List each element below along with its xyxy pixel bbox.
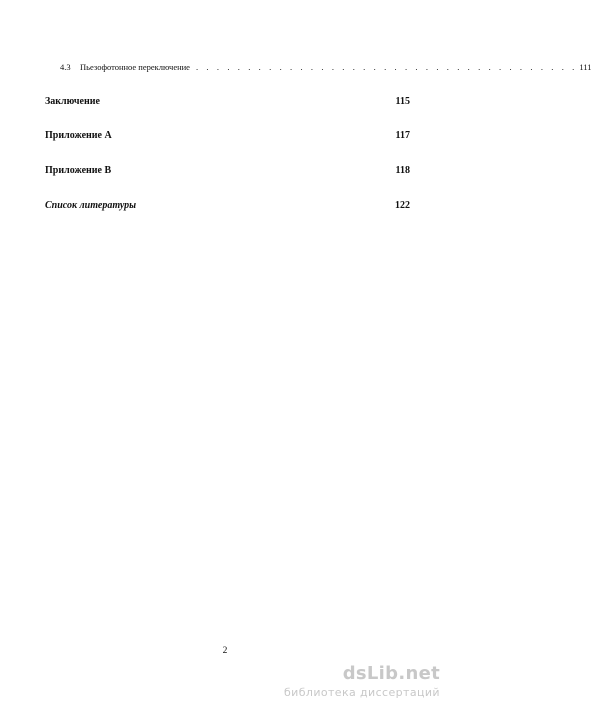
toc-subsection-4-3[interactable]	[60, 60, 592, 74]
toc-subsection-number: 4.3	[60, 62, 71, 72]
watermark	[260, 664, 440, 700]
toc-entry-appendix-b[interactable]	[45, 163, 410, 179]
toc-subsection-page: 111	[579, 62, 592, 72]
toc-entry-title: Приложение A	[45, 130, 112, 141]
page-number: 2	[222, 646, 228, 656]
toc-subsection-title: Пьезофотонное переключение	[80, 62, 190, 72]
toc-entry-page: 117	[395, 130, 410, 141]
toc-entry-page: 122	[395, 200, 410, 211]
toc-entry-conclusion[interactable]	[45, 94, 410, 110]
watermark-logo: dsLib.net	[342, 663, 440, 684]
watermark-subtitle: библиотека диссертаций	[283, 686, 440, 699]
toc-entry-title: Заключение	[45, 96, 100, 107]
toc-entry-page: 115	[395, 96, 410, 107]
toc-leader-dots: . . . . . . . . . . . . . . . . . . . . . . . . . . . . . . . . . . . . .	[195, 62, 578, 72]
toc-entry-title: Приложение B	[45, 165, 112, 176]
toc-entry-bibliography[interactable]	[45, 198, 410, 214]
toc-entry-title: Список литературы	[45, 200, 137, 211]
toc-entry-appendix-a[interactable]	[45, 128, 410, 144]
toc-entry-page: 118	[395, 165, 410, 176]
